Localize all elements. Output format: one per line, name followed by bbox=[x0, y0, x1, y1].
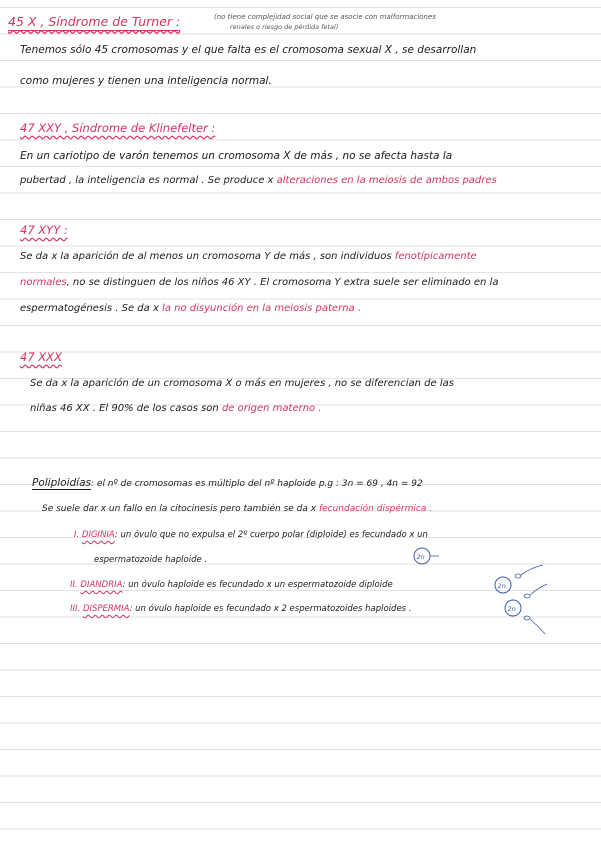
item-diginia: I. DIGINIA: un óvulo que no expulsa el 2º cuerpo polar (diploide) es fecundado x un bbox=[74, 530, 428, 540]
note-45x-line2: renales o riesgo de pérdida fetal) bbox=[230, 23, 339, 31]
term-diginia: DIGINIA bbox=[81, 530, 115, 540]
highlight-fenotipicamente: fenotípicamente bbox=[394, 251, 477, 262]
poliploidias-line2: Se suele dar x un fallo en la citocinesis pero también se da x fecundación dispérmica . bbox=[42, 504, 433, 514]
highlight-meiosis: alteraciones en la meiosis de ambos padres bbox=[276, 175, 497, 186]
term-dispermia: DISPERMIA bbox=[82, 604, 130, 614]
highlight-normales: normales bbox=[20, 277, 67, 288]
item-diandria: II. DIANDRIA: un óvulo haploide es fecundado x un espermatozoide diploide bbox=[70, 580, 393, 590]
text-45x-line1: Tenemos sólo 45 cromosomas y el que falta es el cromosoma sexual X , se desarrollan bbox=[20, 44, 477, 56]
cell-diandria-icon bbox=[495, 565, 543, 593]
cell-diginia-icon bbox=[414, 548, 439, 564]
heading-47xxy: 47 XXY , Síndrome de Klinefelter : bbox=[20, 121, 216, 135]
highlight-fecundacion-dispermica: fecundación dispérmica . bbox=[318, 504, 433, 514]
highlight-origen-materno: de origen materno . bbox=[221, 403, 322, 414]
text-47xxx-line1: Se da x la aparición de un cromosoma X o más en mujeres , no se diferencian de las bbox=[30, 378, 454, 389]
text-47xyy-line3: espermatogénesis . Se da x la no disyunción en la meiosis paterna . bbox=[20, 303, 362, 314]
cell-dispermia-icon bbox=[505, 584, 547, 634]
heading-45x: 45 X , Síndrome de Turner : bbox=[8, 14, 181, 29]
note-45x-line1: (no tiene complejidad social que se asocie con malformaciones bbox=[214, 13, 436, 21]
cell-dispermia-label: 2n bbox=[507, 605, 516, 613]
highlight-disyuncion: la no disyunción en la meiosis paterna . bbox=[162, 303, 362, 314]
text-47xxy-line2: pubertad , la inteligencia es normal . Se produce x alteraciones en la meiosis de ambos padres bbox=[20, 175, 497, 186]
cell-diginia-label: 2n bbox=[416, 553, 425, 561]
text-47xxx-line2: niñas 46 XX . El 90% de los casos son de origen materno . bbox=[30, 403, 322, 414]
heading-47xxx: 47 XXX bbox=[20, 350, 62, 364]
heading-poliploidias: Poliploidías bbox=[32, 477, 92, 489]
cell-diandria-label: 2n bbox=[497, 582, 506, 590]
poliploidias-line1: Poliploidías: el nº de cromosomas es múltiplo del nº haploide p.g : 3n = 69 , 4n = 92 bbox=[32, 477, 423, 489]
cell-sketches bbox=[405, 540, 555, 640]
text-47xyy-line1: Se da x la aparición de al menos un cromosoma Y de más , son individuos fenotípicamente bbox=[20, 251, 477, 262]
item-diginia-cont: espermatozoide haploide . bbox=[94, 555, 208, 565]
text-45x-line2: como mujeres y tienen una inteligencia normal. bbox=[20, 75, 272, 87]
text-47xxy-line1: En un cariotipo de varón tenemos un cromosoma X de más , no se afecta hasta la bbox=[20, 150, 453, 162]
heading-47xyy: 47 XYY : bbox=[20, 223, 68, 237]
text-47xyy-line2: normales, no se distinguen de los niños 46 XY . El cromosoma Y extra suele ser eliminado en la bbox=[20, 277, 499, 288]
term-diandria: DIANDRIA bbox=[80, 580, 123, 590]
item-dispermia: III. DISPERMIA: un óvulo haploide es fecundado x 2 espermatozoides haploides . bbox=[70, 604, 412, 614]
